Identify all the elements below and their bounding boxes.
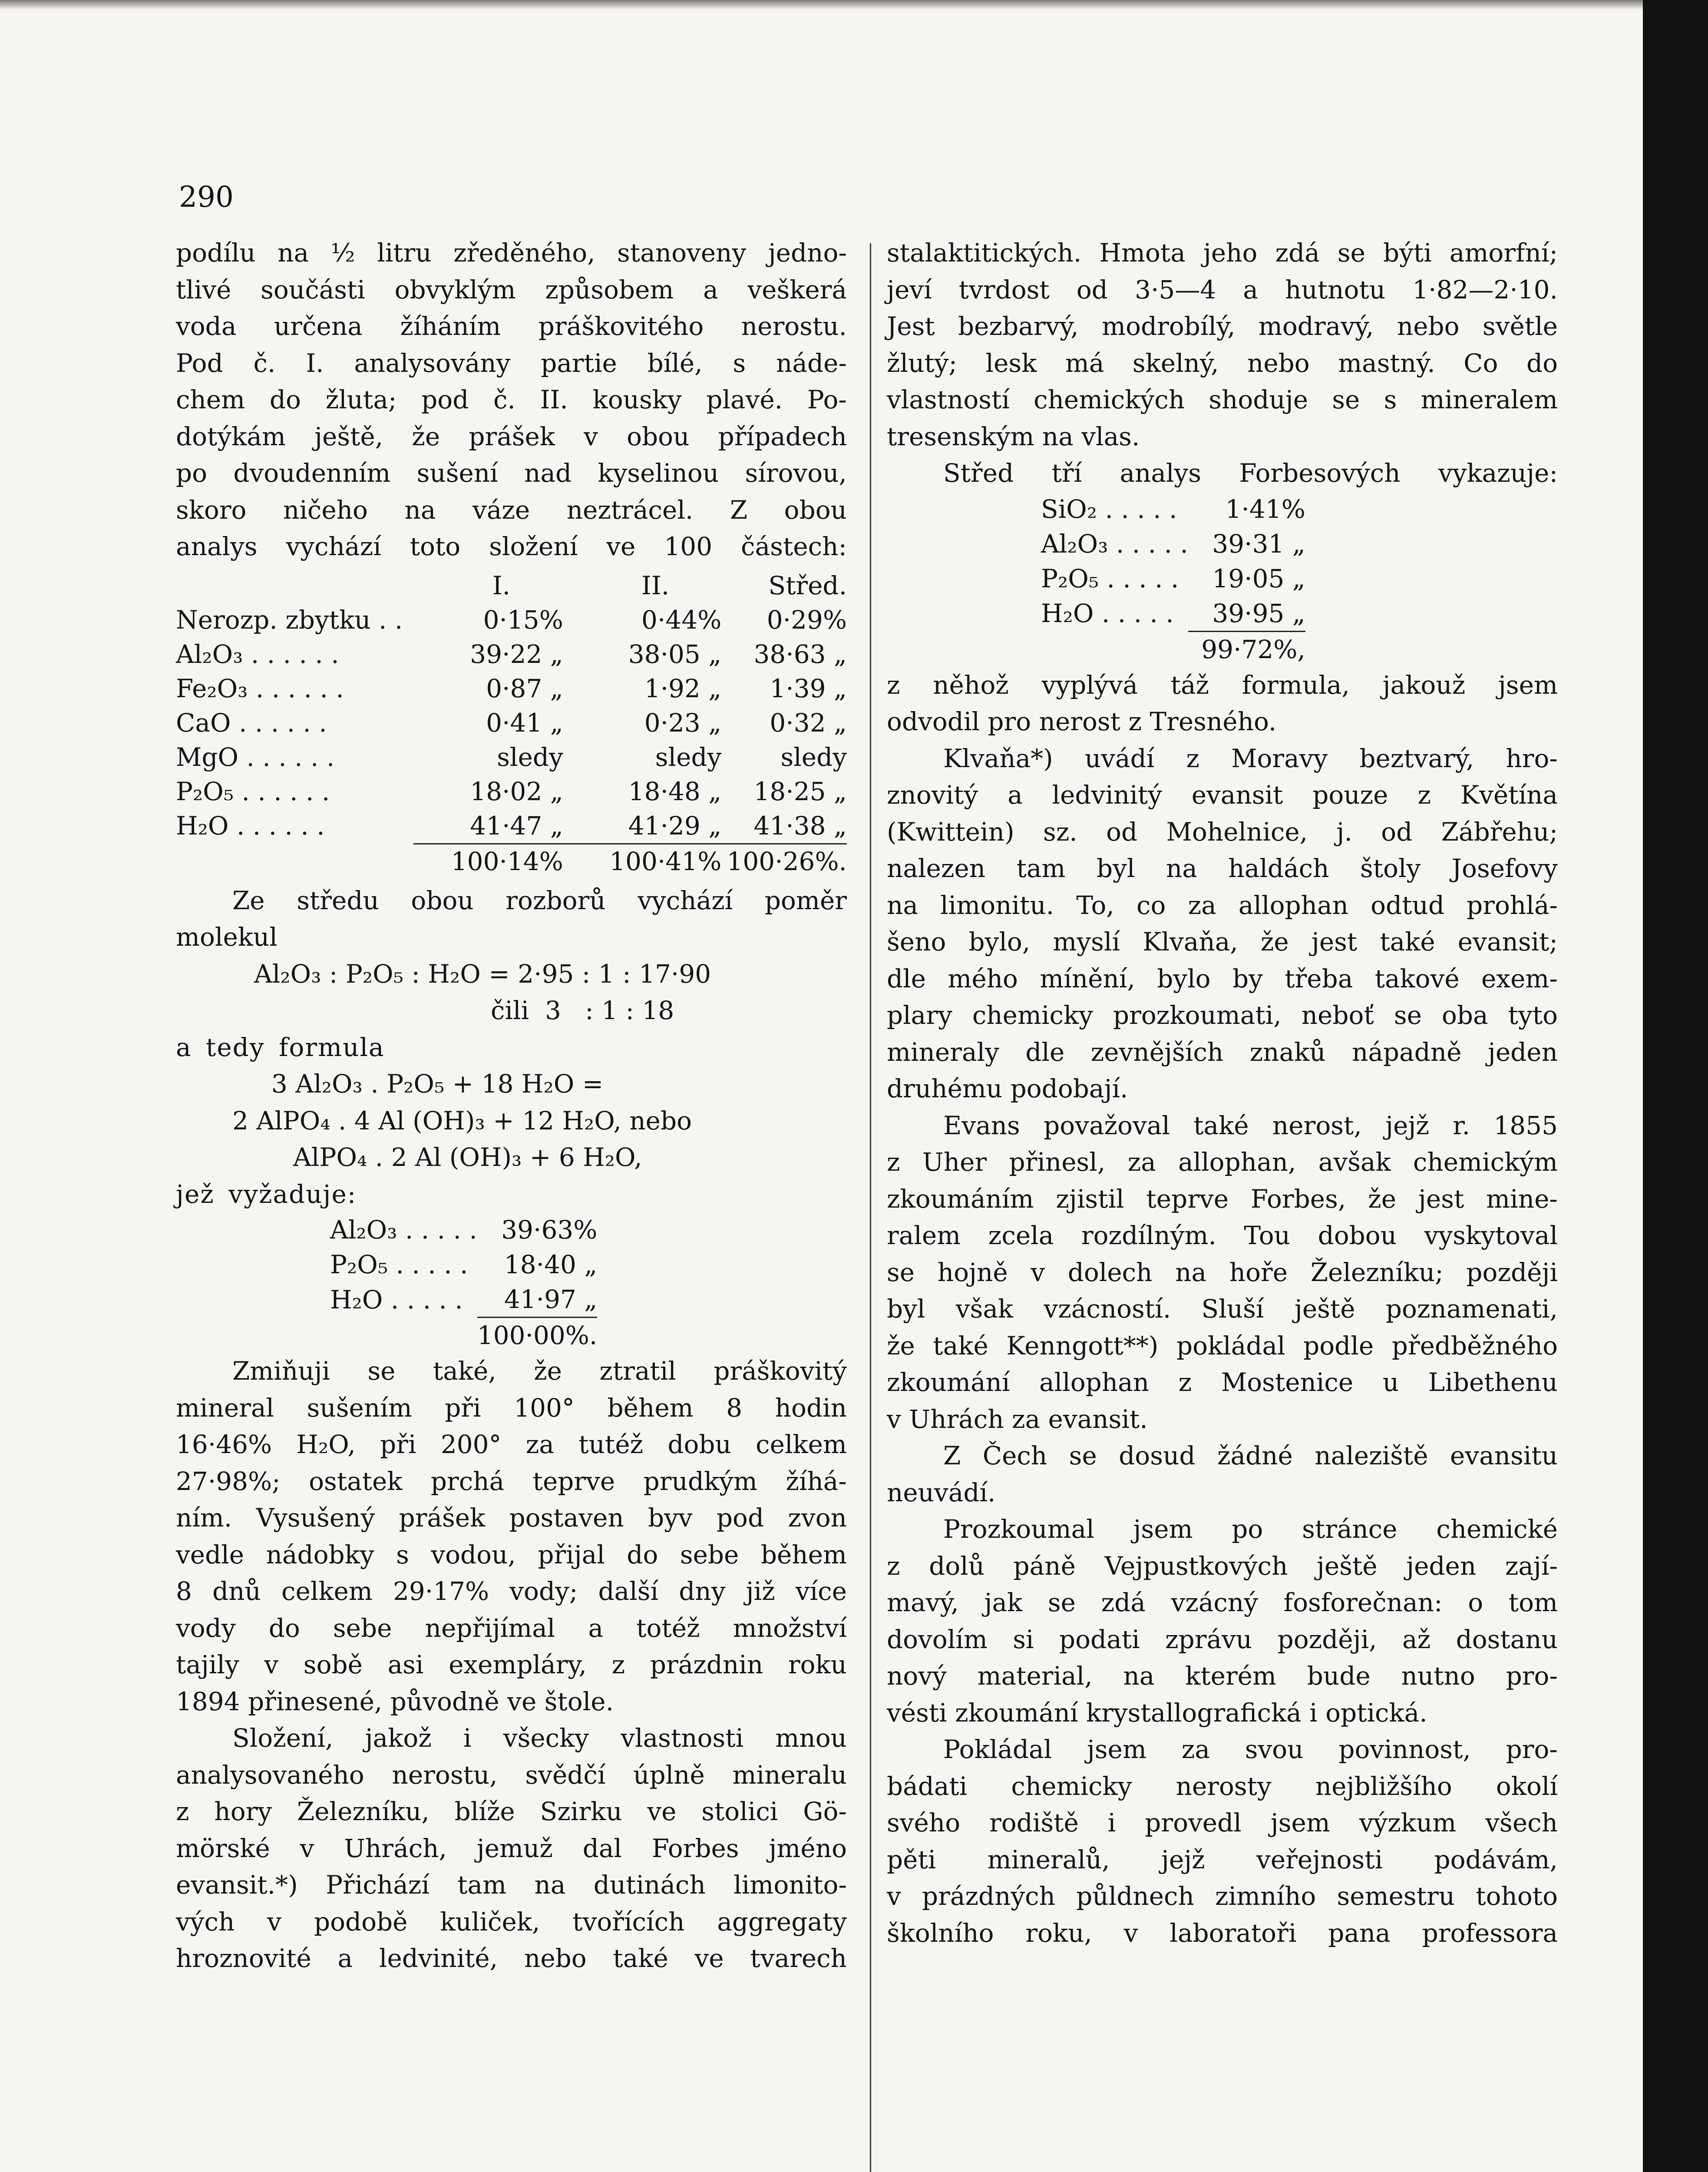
intro-paragraph — [176, 235, 847, 565]
text-line: 16·46% H₂O, při 200° za tutéž dobu celkem — [176, 1430, 847, 1459]
text-line: tajily v sobě asi exempláry, z prázdnin roku — [176, 1650, 847, 1679]
text-line: dle mého mínění, bylo by třeba takové exem- — [887, 963, 1558, 993]
cell: sledy — [497, 742, 563, 772]
text-line: Zmiňuji se také, že ztratil práškovitý — [232, 1356, 847, 1386]
text-line: voda určena žíháním práškovitého nerostu. — [176, 311, 847, 341]
text-line: hroznovité a ledvinité, nebo také ve tvarech — [176, 1944, 847, 1973]
text-line: jež vyžaduje: — [176, 1179, 357, 1209]
text-line: Složení, jakož i všecky vlastnosti mnou — [232, 1723, 847, 1753]
paragraph-klvana — [887, 740, 1558, 1107]
cell: 0·29% — [766, 605, 847, 635]
paragraph-properties — [887, 235, 1558, 455]
total-cell: 99·72%, — [1201, 634, 1305, 664]
text-line: se hojně v dolech na hoře Železníku; později — [887, 1257, 1558, 1287]
text-line: tlivé součásti obvyklým způsobem a veškerá — [176, 275, 847, 305]
text-line: vých v podobě kuliček, tvořících aggregaty — [176, 1907, 847, 1937]
table-header-row — [176, 569, 847, 603]
text-line: Střed tří analys Forbesových vykazuje: — [943, 458, 1558, 488]
cell: sledy — [655, 742, 722, 772]
cell: 39·63% — [501, 1215, 598, 1245]
text-line: evansit.*) Přichází tam na dutinách limonito- — [176, 1870, 847, 1900]
text-line: Pokládal jsem za svou povinnost, pro- — [943, 1735, 1558, 1764]
cell: 41·29 „ — [563, 809, 721, 844]
ratio-equation: Al₂O₃ : P₂O₅ : H₂O = 2·95 : 1 : 17·90 — [254, 959, 711, 989]
column-header: II. — [641, 570, 670, 600]
table-row — [330, 1247, 597, 1282]
cell: 19·05 „ — [1212, 563, 1305, 593]
text-line: druhému podobají. — [887, 1074, 1128, 1103]
cell: 39·22 „ — [470, 639, 563, 669]
cell: 38·63 „ — [753, 639, 847, 669]
cell: 1·39 „ — [770, 673, 847, 703]
cell: 39·95 „ — [1188, 596, 1305, 632]
formula-line: 2 AlPO₄ . 4 Al (OH)₃ + 12 H₂O, nebo — [232, 1106, 692, 1136]
text-line: z Uher přinesl, za allophan, avšak chemickým — [887, 1147, 1558, 1177]
totals-row — [330, 1318, 597, 1353]
text-line: mavý, jak se zdá vzácný fosforečnan: o tom — [887, 1588, 1558, 1617]
text-line: zkoumáním zjistil teprve Forbes, že jest mine- — [887, 1184, 1558, 1214]
cell: 18·25 „ — [753, 776, 847, 806]
cell: 0·87 „ — [486, 673, 563, 703]
text-line: mineraly dle zevnějších znaků nápadně jeden — [887, 1037, 1558, 1067]
text-line: ralem zcela rozdílným. Tou dobou vyskytoval — [887, 1221, 1558, 1250]
text-line: Z Čech se dosud žádné naleziště evansitu — [943, 1441, 1558, 1470]
text-line: Evans považoval také nerost, jejž r. 1855 — [943, 1110, 1558, 1140]
text-line: 8 dnů celkem 29·17% vody; další dny již více — [176, 1576, 847, 1606]
paragraph-duty — [887, 1731, 1558, 1951]
text-line: pěti mineralů, jejž veřejnosti podávám, — [887, 1844, 1558, 1874]
text-line: neuvádí. — [887, 1477, 996, 1507]
cell: 41·97 „ — [477, 1282, 598, 1318]
text-line: (Kwittein) sz. od Mohelnice, j. od Zábřehu; — [887, 817, 1558, 847]
ratio-equation-alt: čili 3 : 1 : 18 — [491, 996, 674, 1025]
text-line: chem do žluta; pod č. II. kousky plavé. Po- — [176, 385, 847, 414]
paragraph-vejpustek — [887, 1511, 1558, 1731]
row-label: Fe₂O₃ . . . . . . — [176, 673, 344, 703]
cell: 0·32 „ — [770, 708, 847, 738]
cell: 41·47 „ — [413, 809, 563, 844]
text-line: Jest bezbarvý, modrobílý, modravý, nebo světle — [887, 311, 1558, 341]
text-line: podílu na ½ litru zředěného, stanoveny jedno- — [176, 238, 847, 268]
table-row — [1041, 526, 1305, 561]
forbes-analysis-table — [1041, 492, 1305, 667]
table-row — [330, 1212, 597, 1247]
totals-row — [176, 844, 847, 879]
cell: 1·92 „ — [644, 673, 722, 703]
table-row — [176, 706, 847, 740]
row-label: H₂O . . . . . — [330, 1285, 463, 1314]
analysis-table — [176, 569, 847, 879]
column-header: Střed. — [768, 570, 847, 600]
text-line: svého rodiště i provedl jsem výzkum všech — [887, 1808, 1558, 1838]
cell: 38·05 „ — [628, 639, 722, 669]
row-label: P₂O₅ . . . . . . — [176, 776, 330, 806]
text-line: vedle nádobky s vodou, přijal do sebe během — [176, 1540, 847, 1569]
text-line: 1894 přinesené, původně ve štole. — [176, 1686, 614, 1716]
right-column — [887, 235, 1558, 1951]
text-line: dovolím si podati zprávu později, až dostanu — [887, 1624, 1558, 1654]
total-cell: 100·00%. — [477, 1321, 598, 1350]
text-line: tresenským na vlas. — [887, 421, 1140, 451]
table-row — [330, 1282, 597, 1318]
text-line: stalaktitických. Hmota jeho zdá se býti amorfní; — [887, 238, 1558, 268]
text-line: vody do sebe nepřijímal a totéž množství — [176, 1613, 847, 1643]
formula-line: 3 Al₂O₃ . P₂O₅ + 18 H₂O = — [271, 1069, 604, 1099]
text-line: Pod č. I. analysovány partie bílé, s náde- — [176, 348, 847, 378]
text-line: odvodil pro nerost z Tresného. — [887, 707, 1277, 736]
cell: 41·38 „ — [721, 809, 847, 844]
required-composition-table — [330, 1212, 597, 1353]
text-line: nový material, na kterém bude nutno pro- — [887, 1661, 1558, 1691]
text-line: skoro ničeho na váze neztrácel. Z obou — [176, 495, 847, 525]
formula-line: AlPO₄ . 2 Al (OH)₃ + 6 H₂O, — [293, 1142, 642, 1172]
scan-top-edge — [0, 0, 1708, 10]
text-line: mineral sušením při 100° během 8 hodin — [176, 1393, 847, 1423]
text-line: Prozkoumal jsem po stránce chemické — [943, 1514, 1558, 1544]
text-line: znovitý a ledvinitý evansit pouze z Květína — [887, 780, 1558, 810]
row-label: Nerozp. zbytku . . — [176, 605, 403, 635]
text-line: jeví tvrdost od 3·5—4 a hutnotu 1·82—2·10. — [887, 275, 1558, 305]
row-label: Al₂O₃ . . . . . . — [176, 639, 339, 669]
text-line: v Uhrách za evansit. — [887, 1404, 1148, 1434]
text-line: vésti zkoumání krystallografická i optická. — [887, 1698, 1427, 1728]
cell: 0·44% — [641, 605, 722, 635]
table-row — [1041, 492, 1305, 526]
text-line: Ze středu obou rozborů vychází poměr — [232, 885, 847, 915]
text-line: na limonitu. To, co za allophan odtud prohlá- — [887, 890, 1558, 920]
row-label: MgO . . . . . . — [176, 742, 335, 772]
cell: 18·40 „ — [504, 1250, 598, 1279]
table-row — [1041, 596, 1305, 632]
text-line: plary chemicky prozkoumati, neboť se oba tyto — [887, 1000, 1558, 1030]
text-line: dotýkám ještě, že prášek v obou případech — [176, 421, 847, 451]
cell: 0·15% — [483, 605, 563, 635]
row-label: CaO . . . . . . — [176, 708, 327, 738]
table-row — [176, 603, 847, 637]
text-line: že také Kenngott**) pokládal podle předběžného — [887, 1331, 1558, 1361]
text-line: šeno bylo, myslí Klvaňa, že jest také evansit; — [887, 927, 1558, 957]
cell: 0·23 „ — [644, 708, 722, 738]
row-label: H₂O . . . . . — [1041, 599, 1174, 629]
cell: 18·48 „ — [628, 776, 722, 806]
table-row — [176, 775, 847, 809]
table-row — [176, 809, 847, 844]
column-header: I. — [492, 570, 511, 600]
text-line: z něhož vyplývá táž formula, jakouž jsem — [887, 670, 1558, 700]
row-label: P₂O₅ . . . . . — [1041, 563, 1179, 593]
row-label: P₂O₅ . . . . . — [330, 1250, 468, 1279]
text-line: po dvoudenním sušení nad kyselinou sírovou, — [176, 458, 847, 488]
cell: 18·02 „ — [470, 776, 563, 806]
total-cell: 100·41% — [609, 846, 722, 876]
text-line: a tedy formula — [176, 1032, 385, 1062]
text-line: molekul — [176, 922, 278, 952]
text-line: z hory Železníku, blíže Szirku ve stolici Gö- — [176, 1797, 847, 1826]
text-line: vlastností chemických shoduje se s mineralem — [887, 385, 1558, 414]
table-row — [176, 637, 847, 672]
text-line: nalezen tam byl na haldách štoly Josefovy — [887, 854, 1558, 883]
text-line: analysovaného nerostu, svědčí úplně mineralu — [176, 1760, 847, 1790]
text-line: byl však vzácností. Sluší ještě poznamenati, — [887, 1294, 1558, 1324]
totals-row — [1041, 631, 1305, 667]
left-column — [176, 235, 847, 1977]
text-line: analys vychází toto složení ve 100 částech: — [176, 532, 847, 561]
paragraph-bohemia — [887, 1437, 1558, 1511]
cell: 0·41 „ — [486, 708, 563, 738]
table-row — [176, 672, 847, 706]
text-line: v prázdných půldnech zimního semestru tohoto — [887, 1881, 1558, 1911]
paragraph-evans — [887, 1107, 1558, 1438]
cell: 1·41% — [1225, 494, 1305, 524]
text-line: ním. Vysušený prášek postaven byv pod zvon — [176, 1503, 847, 1533]
text-line: školního roku, v laboratoři pana professora — [887, 1918, 1558, 1948]
cell: sledy — [780, 742, 847, 772]
total-cell: 100·26%. — [727, 846, 847, 876]
total-cell: 100·14% — [451, 846, 563, 876]
row-label: SiO₂ . . . . . — [1041, 494, 1177, 524]
paragraph-formula — [887, 667, 1558, 740]
page-number: 290 — [179, 180, 234, 214]
column-divider — [870, 243, 871, 2172]
cell: 39·31 „ — [1212, 529, 1305, 559]
text-line: bádati chemicky nerosty nejbližšího okolí — [887, 1771, 1558, 1801]
text-line: mörské v Uhrách, jemuž dal Forbes jméno — [176, 1833, 847, 1863]
row-label: Al₂O₃ . . . . . — [1041, 529, 1188, 559]
text-line: žlutý; lesk má skelný, nebo mastný. Co do — [887, 348, 1558, 378]
row-label: Al₂O₃ . . . . . — [330, 1215, 477, 1245]
paragraph-drying — [176, 1353, 847, 1720]
text-line: z dolů páně Vejpustkových ještě jeden zají- — [887, 1551, 1558, 1581]
paragraph-composition — [176, 1720, 847, 1977]
scan-right-edge — [1643, 0, 1708, 2172]
table-row — [1041, 561, 1305, 596]
text-line: 27·98%; ostatek prchá teprve prudkým žíhá- — [176, 1466, 847, 1496]
text-line: Klvaňa*) uvádí z Moravy beztvarý, hro- — [943, 743, 1558, 773]
table-row — [176, 740, 847, 775]
row-label: H₂O . . . . . . — [176, 811, 325, 841]
text-line: zkoumání allophan z Mostenice u Libethenu — [887, 1367, 1558, 1397]
